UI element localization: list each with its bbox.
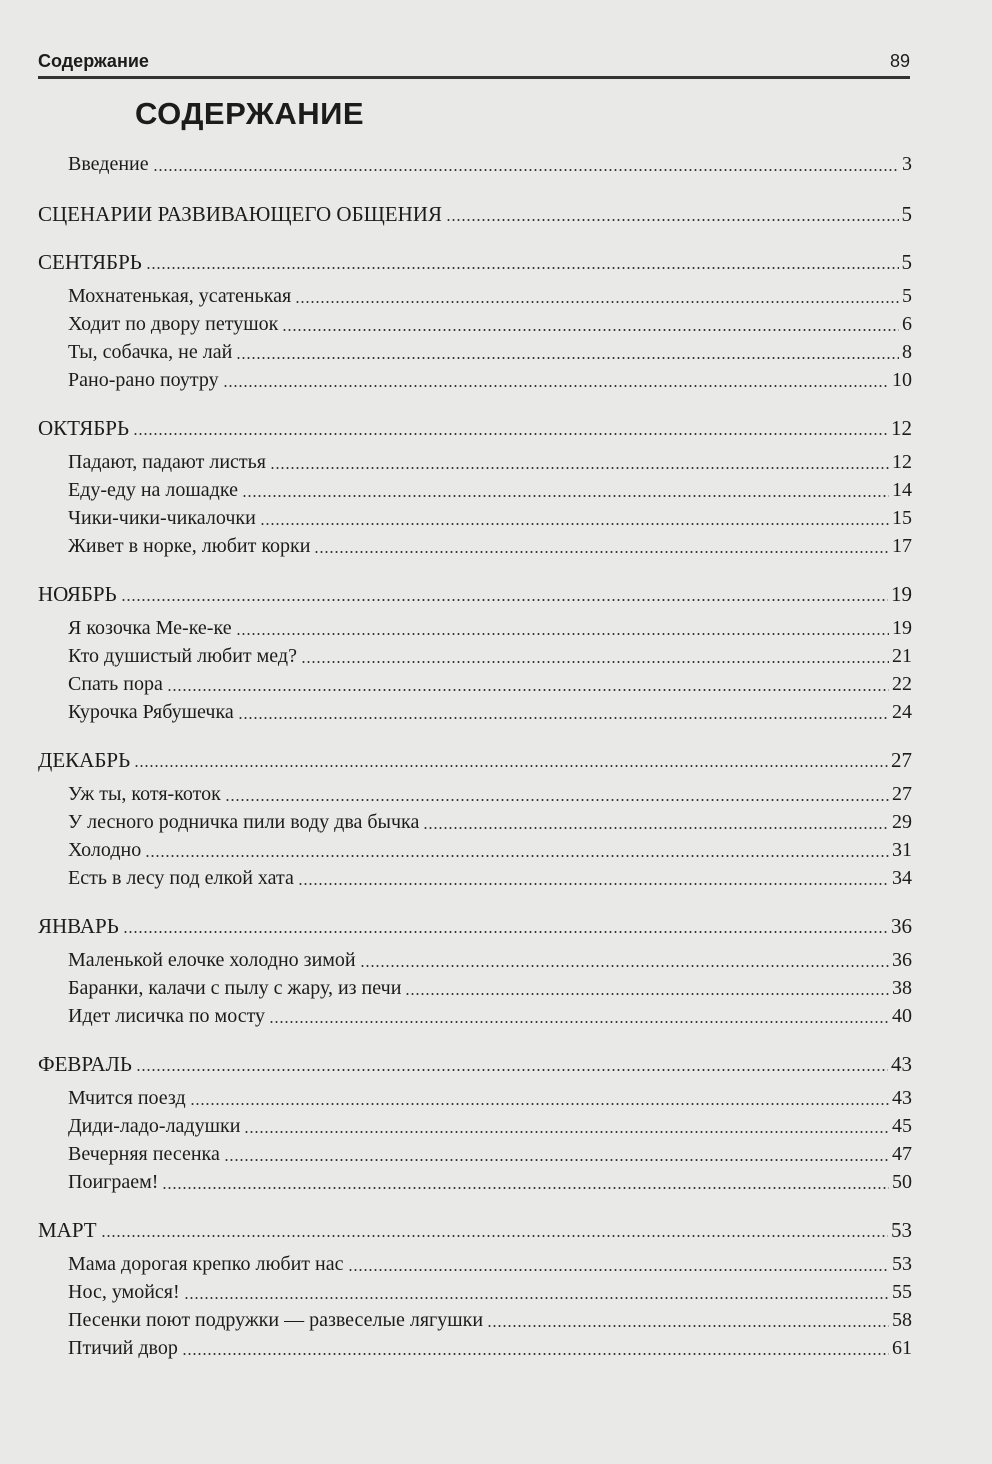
dot-leader: [298, 883, 889, 885]
toc-entry-page: 53: [891, 1218, 912, 1242]
dot-leader: [224, 1159, 889, 1161]
toc-entry-page: 55: [892, 1281, 912, 1303]
toc-entry-label: Рано-рано поутру: [68, 369, 219, 391]
toc-entry-page: 29: [892, 811, 912, 833]
toc-item: [38, 282, 912, 310]
toc-entry-label: ФЕВРАЛЬ: [38, 1052, 132, 1076]
toc-section: [38, 580, 912, 608]
toc-item: [38, 974, 912, 1002]
dot-leader: [101, 1235, 888, 1237]
toc-item: [38, 1168, 912, 1196]
toc-item: [38, 310, 912, 338]
toc-item: [38, 448, 912, 476]
toc-entry-page: 45: [892, 1115, 912, 1137]
dot-leader: [182, 1353, 889, 1355]
toc-item: [38, 1334, 912, 1362]
toc-entry-label: Спать пора: [68, 673, 163, 695]
toc-item: [38, 476, 912, 504]
toc-entry-label: Диди-ладо-ладушки: [68, 1115, 241, 1137]
toc-entry-label: ЯНВАРЬ: [38, 914, 119, 938]
toc-entry-label: СЦЕНАРИИ РАЗВИВАЮЩЕГО ОБЩЕНИЯ: [38, 202, 442, 226]
toc-section: [38, 248, 912, 276]
toc-entry-label: Есть в лесу под елкой хата: [68, 867, 294, 889]
toc-item: [38, 780, 912, 808]
toc-entry-page: 5: [901, 202, 912, 226]
toc-item: [38, 1306, 912, 1334]
toc-item: [38, 946, 912, 974]
toc-section: [38, 746, 912, 774]
dot-leader: [162, 1187, 889, 1189]
toc-entry-label: Баранки, калачи с пылу с жару, из печи: [68, 977, 402, 999]
toc-entry-label: Еду-еду на лошадке: [68, 479, 238, 501]
toc-entry-page: 61: [892, 1337, 912, 1359]
toc-item: [38, 1112, 912, 1140]
table-of-contents: [38, 150, 912, 1362]
toc-entry-page: 19: [892, 617, 912, 639]
toc-section: [38, 1050, 912, 1078]
toc-entry-page: 43: [892, 1087, 912, 1109]
toc-entry-page: 27: [891, 748, 912, 772]
toc-item: [38, 532, 912, 560]
dot-leader: [360, 965, 889, 967]
toc-item: [38, 1002, 912, 1030]
toc-entry-label: ДЕКАБРЬ: [38, 748, 131, 772]
dot-leader: [236, 633, 889, 635]
dot-leader: [184, 1297, 889, 1299]
toc-entry-page: 10: [892, 369, 912, 391]
toc-entry-label: Уж ты, котя-коток: [68, 783, 221, 805]
toc-entry-page: 36: [892, 949, 912, 971]
dot-leader: [223, 385, 889, 387]
dot-leader: [269, 1021, 889, 1023]
toc-entry-page: 47: [892, 1143, 912, 1165]
toc-item: [38, 808, 912, 836]
toc-entry-page: 12: [891, 416, 912, 440]
toc-entry-page: 6: [902, 313, 912, 335]
dot-leader: [236, 357, 899, 359]
toc-entry-label: Холодно: [68, 839, 142, 861]
dot-leader: [153, 169, 899, 171]
toc-entry-page: 3: [902, 153, 912, 175]
toc-entry-label: Нос, умойся!: [68, 1281, 180, 1303]
toc-entry-label: Ходит по двору петушок: [68, 313, 279, 335]
toc-entry-page: 24: [892, 701, 912, 723]
toc-item: [38, 836, 912, 864]
toc-entry-page: 19: [891, 582, 912, 606]
running-title: Содержание: [38, 51, 149, 71]
toc-entry-label: Мчится поезд: [68, 1087, 186, 1109]
page-title: СОДЕРЖАНИЕ: [135, 96, 365, 131]
page-number: 89: [889, 51, 910, 71]
toc-entry-label: Поиграем!: [68, 1171, 159, 1193]
toc-entry-page: 8: [902, 341, 912, 363]
toc-entry-page: 15: [892, 507, 912, 529]
toc-entry-page: 50: [892, 1171, 912, 1193]
toc-entry-label: Птичий двор: [68, 1337, 178, 1359]
toc-entry-label: Идет лисичка по мосту: [68, 1005, 266, 1027]
toc-entry-page: 22: [892, 673, 912, 695]
toc-entry-page: 12: [892, 451, 912, 473]
dot-leader: [121, 599, 888, 601]
toc-entry-page: 27: [892, 783, 912, 805]
toc-entry-label: МАРТ: [38, 1218, 97, 1242]
toc-entry-page: 53: [892, 1253, 912, 1275]
toc-entry-page: 40: [892, 1005, 912, 1027]
dot-leader: [487, 1325, 889, 1327]
dot-leader: [133, 433, 888, 435]
toc-entry-label: Я козочка Ме-ке-ке: [68, 617, 232, 639]
toc-entry-label: Мохнатенькая, усатенькая: [68, 285, 292, 307]
dot-leader: [244, 1131, 889, 1133]
toc-item: [38, 642, 912, 670]
toc-item: [38, 1084, 912, 1112]
toc-entry-page: 31: [892, 839, 912, 861]
dot-leader: [423, 827, 889, 829]
dot-leader: [136, 1069, 888, 1071]
toc-entry-page: 14: [892, 479, 912, 501]
toc-item: [38, 614, 912, 642]
toc-entry-label: Песенки поют подружки — развеселые лягушки: [68, 1309, 484, 1331]
toc-entry-label: Вечерняя песенка: [68, 1143, 220, 1165]
toc-entry-label: Введение: [68, 153, 149, 175]
toc-item: [38, 1250, 912, 1278]
toc-entry-page: 36: [891, 914, 912, 938]
toc-entry-label: Кто душистый любит мед?: [68, 645, 297, 667]
running-header: [38, 44, 910, 79]
dot-leader: [242, 495, 889, 497]
dot-leader: [260, 523, 889, 525]
toc-entry-label: Чики-чики-чикалочки: [68, 507, 256, 529]
toc-entry-label: Ты, собачка, не лай: [68, 341, 233, 363]
toc-item: [38, 366, 912, 394]
dot-leader: [405, 993, 889, 995]
toc-entry-label: Падают, падают листья: [68, 451, 266, 473]
toc-entry-page: 5: [901, 250, 912, 274]
dot-leader: [167, 689, 889, 691]
toc-item: [38, 338, 912, 366]
toc-item: [38, 504, 912, 532]
toc-entry-page: 43: [891, 1052, 912, 1076]
dot-leader: [225, 799, 889, 801]
toc-entry-page: 17: [892, 535, 912, 557]
toc-entry-label: Маленькой елочке холодно зимой: [68, 949, 356, 971]
toc-entry-label: НОЯБРЬ: [38, 582, 117, 606]
toc-item: [38, 670, 912, 698]
dot-leader: [145, 855, 889, 857]
toc-item: [38, 1140, 912, 1168]
toc-entry-label: Мама дорогая крепко любит нас: [68, 1253, 344, 1275]
dot-leader: [314, 551, 889, 553]
dot-leader: [301, 661, 889, 663]
toc-entry-label: Курочка Рябушечка: [68, 701, 234, 723]
toc-item: [38, 864, 912, 892]
toc-section: [38, 912, 912, 940]
toc-section: [38, 414, 912, 442]
dot-leader: [190, 1103, 889, 1105]
dot-leader: [348, 1269, 889, 1271]
dot-leader: [282, 329, 899, 331]
dot-leader: [238, 717, 889, 719]
toc-entry-page: 5: [902, 285, 912, 307]
toc-entry-page: 58: [892, 1309, 912, 1331]
toc-entry-label: ОКТЯБРЬ: [38, 416, 130, 440]
toc-entry-page: 21: [892, 645, 912, 667]
toc-entry-label: У лесного родничка пили воду два бычка: [68, 811, 420, 833]
dot-leader: [146, 267, 899, 269]
toc-section: [38, 1216, 912, 1244]
dot-leader: [295, 301, 899, 303]
toc-item: [38, 1278, 912, 1306]
toc-item: [38, 698, 912, 726]
dot-leader: [123, 931, 888, 933]
toc-entry-label: Живет в норке, любит корки: [68, 535, 311, 557]
toc-entry-intro: [38, 150, 912, 178]
dot-leader: [270, 467, 889, 469]
dot-leader: [134, 765, 888, 767]
dot-leader: [446, 219, 899, 221]
toc-entry-page: 34: [892, 867, 912, 889]
toc-entry-page: 38: [892, 977, 912, 999]
toc-entry-label: СЕНТЯБРЬ: [38, 250, 142, 274]
toc-entry-major: [38, 200, 912, 228]
